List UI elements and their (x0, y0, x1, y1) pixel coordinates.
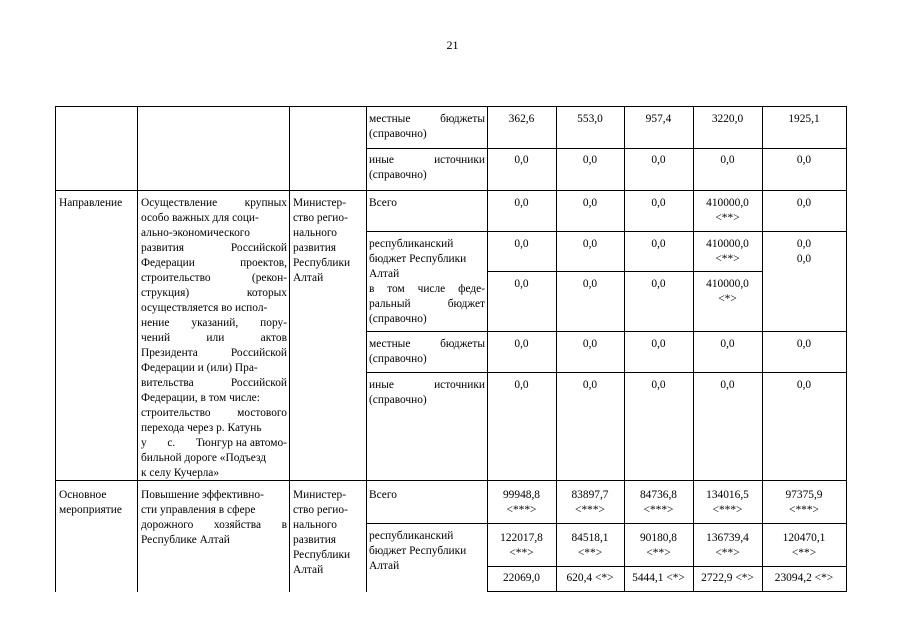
source-republic-label: Алтай (369, 560, 400, 572)
value-cell: 0,0 (651, 278, 666, 290)
source-republic-label: республиканский (369, 530, 454, 542)
description-word: Федерации, в том числе: (141, 392, 260, 404)
value-cell: 122017,8 (500, 532, 543, 544)
source-federal-word: в (369, 283, 375, 295)
description-word: Российской (230, 347, 287, 359)
description-word: Российской (230, 377, 287, 389)
source-other-label (369, 153, 485, 168)
column-divider (137, 106, 138, 592)
executor-line: развития (293, 242, 337, 254)
text-line (141, 421, 287, 436)
value-footnote: <***> (575, 504, 605, 516)
value-cell: 0,0 (796, 154, 812, 166)
description-word: у (141, 437, 147, 449)
description-word: дорожного (141, 519, 194, 531)
value-cell: 0,0 (582, 338, 598, 350)
description-word: осуществляется во испол- (141, 302, 268, 314)
description-word: актов (260, 332, 287, 344)
source-republic-label: республиканский (369, 238, 454, 250)
value-footnote: <***> (712, 504, 743, 516)
executor-line: развития (293, 534, 337, 546)
source-republic-label: бюджет Республики (369, 545, 467, 557)
source-other-word: источники (434, 379, 485, 391)
value-footnote: <*> (718, 293, 737, 305)
value-cell: 0,0 (582, 154, 598, 166)
source-republic-label: бюджет Республики (369, 253, 467, 265)
executor-line: Алтай (293, 272, 324, 284)
description-word: вительства (141, 377, 194, 389)
value-cell: 0,0 (720, 154, 735, 166)
value-cell: 0,0 (582, 379, 598, 391)
value-cell: 0,0 (796, 238, 812, 250)
value-cell: 0,0 (514, 197, 529, 209)
description-word: струкция) (141, 287, 190, 299)
executor-line: Республики (293, 549, 351, 561)
description-word: особо важных для соци- (141, 212, 259, 224)
source-local-note: (справочно) (369, 128, 427, 140)
text-line (141, 503, 287, 518)
row-type-label: мероприятие (59, 504, 122, 516)
value-footnote: <**> (509, 547, 534, 559)
source-other-word: иные (369, 154, 394, 166)
text-line (141, 488, 287, 503)
text-line (141, 241, 287, 256)
description-word: с. (167, 437, 176, 449)
value-cell: 410000,0 (706, 197, 749, 209)
row-divider (366, 231, 846, 232)
source-federal-word: том (387, 283, 405, 295)
row-divider (366, 372, 846, 373)
value-cell: 0,0 (651, 338, 666, 350)
value-cell: 23094,2 <*> (774, 572, 834, 584)
executor-line: нального (293, 227, 338, 239)
value-cell: 0,0 (582, 238, 598, 250)
value-cell: 3220,0 (711, 113, 744, 125)
value-footnote: <***> (789, 504, 819, 516)
text-line (141, 316, 287, 331)
value-cell: 134016,5 (706, 489, 749, 501)
description-word: перехода через р. Катунь (141, 422, 262, 434)
text-line (141, 451, 287, 466)
value-cell: 136739,4 (706, 532, 749, 544)
source-other-note: (справочно) (369, 169, 427, 181)
source-other-word: иные (369, 379, 394, 391)
description-word: которых (246, 287, 287, 299)
source-other-word: источники (434, 154, 485, 166)
text-line (141, 406, 287, 421)
value-cell: 1925,1 (788, 113, 820, 125)
executor-name (293, 488, 364, 578)
source-other-note: (справочно) (369, 394, 427, 406)
table-border-top (55, 106, 846, 107)
value-cell: 5444,1 <*> (632, 572, 685, 584)
source-total-label: Всего (369, 197, 397, 209)
source-local-note: (справочно) (369, 353, 427, 365)
source-federal-word: ральный (369, 298, 411, 310)
value-cell: 97375,9 (785, 489, 823, 501)
description-word: или (206, 332, 225, 344)
description-word: к селу Кучерла» (141, 467, 220, 479)
row-divider (366, 148, 846, 149)
executor-line: нального (293, 519, 338, 531)
description-word: нение (141, 317, 170, 329)
value-cell: 0,0 (796, 253, 812, 265)
description-word: Осуществление (141, 197, 218, 209)
description-word: (рекон- (251, 272, 287, 284)
value-cell: 0,0 (796, 338, 812, 350)
value-footnote: <***> (643, 504, 674, 516)
description-word: Повышение эффективно- (141, 489, 264, 501)
text-line (141, 376, 287, 391)
text-line (141, 301, 287, 316)
source-local-word: местные (369, 338, 411, 350)
text-line (141, 346, 287, 361)
value-cell: 0,0 (796, 197, 812, 209)
description-word: развития (141, 242, 185, 254)
value-cell: 0,0 (582, 278, 598, 290)
executor-line: ство регио- (293, 504, 348, 516)
description-word: Федерации и (или) Пра- (141, 362, 258, 374)
value-cell: 957,4 (645, 113, 672, 125)
source-federal-word: бюджет (447, 298, 485, 310)
value-cell: 0,0 (514, 379, 529, 391)
value-footnote: <***> (506, 504, 537, 516)
value-cell: 0,0 (651, 379, 666, 391)
source-federal-note: (справочно) (369, 313, 427, 325)
description-word: крупных (244, 197, 287, 209)
value-cell: 0,0 (651, 197, 666, 209)
source-local-label (369, 337, 485, 352)
measure-description (141, 488, 287, 548)
value-footnote: <**> (577, 547, 603, 559)
source-local-label (369, 112, 485, 127)
executor-line: Алтай (293, 564, 324, 576)
executor-line: Министер- (293, 489, 346, 501)
description-word: проектов, (240, 257, 287, 269)
value-cell: 99948,8 (502, 489, 541, 501)
text-line (141, 533, 287, 548)
executor-line: Министер- (293, 197, 346, 209)
description-word: Федерации (141, 257, 195, 269)
source-total-label: Всего (369, 489, 397, 501)
text-line (141, 226, 287, 241)
value-cell: 120470,1 (782, 532, 826, 544)
column-divider (55, 106, 56, 592)
source-federal-label (369, 282, 485, 297)
value-cell: 0,0 (582, 197, 598, 209)
value-cell: 0,0 (796, 379, 812, 391)
description-word: сти управления в сфере (141, 504, 256, 516)
value-cell: 0,0 (514, 238, 529, 250)
value-cell: 410000,0 (706, 278, 749, 290)
column-divider (289, 106, 290, 592)
text-line (141, 466, 287, 481)
value-cell: 22069,0 (502, 572, 541, 584)
value-footnote: <**> (715, 547, 740, 559)
source-federal-word: феде- (458, 283, 485, 295)
row-divider (487, 591, 846, 592)
source-federal-label (369, 297, 485, 312)
measure-description (141, 196, 287, 481)
value-cell: 410000,0 (706, 238, 749, 250)
value-cell: 0,0 (514, 338, 529, 350)
value-cell: 620,4 <*> (566, 572, 614, 584)
executor-line: ство регио- (293, 212, 348, 224)
description-word: Президента (141, 347, 198, 359)
value-cell: 0,0 (720, 379, 735, 391)
description-word: Российской (230, 242, 287, 254)
value-cell: 0,0 (514, 278, 529, 290)
description-word: хозяйства (213, 519, 262, 531)
text-line (141, 331, 287, 346)
value-cell: 0,0 (651, 238, 666, 250)
executor-line: Республики (293, 257, 351, 269)
row-divider (366, 523, 846, 524)
value-cell: 90180,8 (639, 532, 678, 544)
source-other-label (369, 378, 485, 393)
row-type-label: Направление (59, 197, 123, 209)
text-line (141, 271, 287, 286)
value-cell: 2722,9 <*> (701, 572, 754, 584)
table-border-right (846, 106, 847, 592)
text-line (141, 361, 287, 376)
row-divider (55, 190, 846, 191)
source-local-word: местные (369, 113, 411, 125)
text-line (141, 211, 287, 226)
page-number: 21 (446, 38, 459, 52)
value-footnote: <**> (715, 212, 740, 224)
description-word: Республике Алтай (141, 534, 230, 546)
text-line (141, 286, 287, 301)
source-republic-label: Алтай (369, 268, 400, 280)
source-local-word: бюджеты (440, 113, 485, 125)
row-divider (366, 331, 846, 332)
executor-name (293, 196, 364, 286)
column-divider (366, 106, 367, 592)
source-federal-word: числе (417, 283, 446, 295)
text-line (141, 391, 287, 406)
value-cell: 0,0 (651, 154, 666, 166)
value-cell: 84736,8 (639, 489, 678, 501)
text-line (141, 436, 287, 451)
value-cell: 362,6 (508, 113, 535, 125)
value-footnote: <**> (646, 547, 671, 559)
description-word: мостового (237, 407, 287, 419)
value-cell: 0,0 (720, 338, 735, 350)
source-local-word: бюджеты (440, 338, 485, 350)
text-line (141, 518, 287, 533)
description-word: бильной дороге «Подъезд (141, 452, 267, 464)
value-cell: 553,0 (577, 113, 603, 125)
description-word: строительство (141, 272, 211, 284)
row-divider (487, 566, 846, 567)
text-line (141, 196, 287, 211)
description-word: строительство (141, 407, 211, 419)
description-word: указаний, (191, 317, 239, 329)
description-word: Тюнгур на автомо- (195, 437, 287, 449)
value-cell: 83897,7 (571, 489, 609, 501)
description-word: ально-экономического (141, 227, 250, 239)
value-cell: 0,0 (514, 154, 529, 166)
value-cell: 84518,1 (571, 532, 609, 544)
row-type-label: Основное (59, 489, 107, 501)
value-footnote: <**> (791, 547, 817, 559)
description-word: чений (141, 332, 171, 344)
description-word: пору- (260, 317, 287, 329)
description-word: в (281, 519, 287, 531)
text-line (141, 256, 287, 271)
value-footnote: <**> (715, 253, 740, 265)
